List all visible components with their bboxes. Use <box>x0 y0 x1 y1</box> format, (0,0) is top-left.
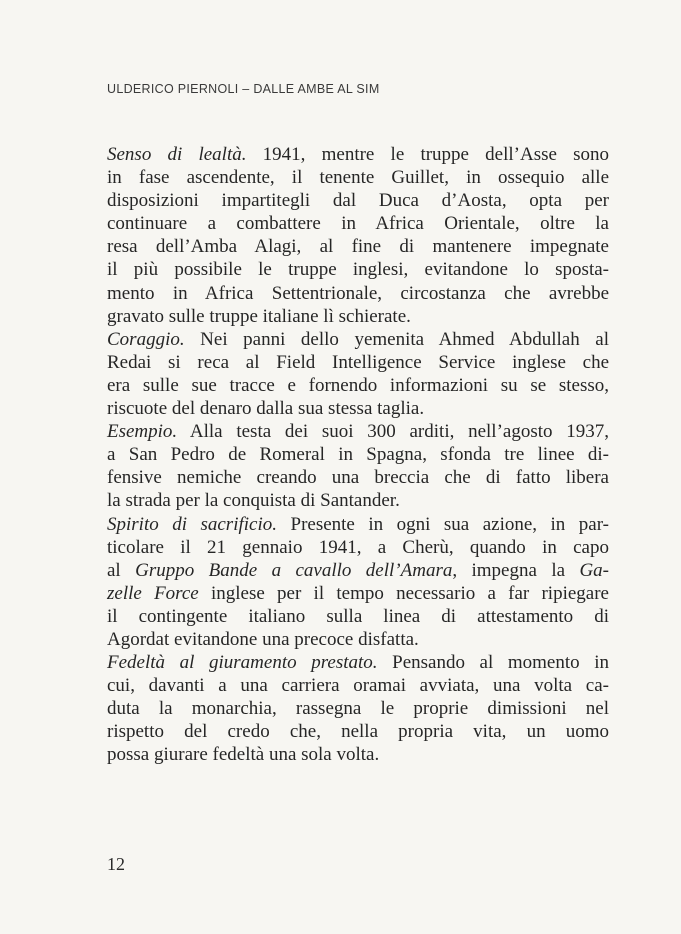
entry-fedelta-al-giuramento <box>107 651 609 766</box>
entry-heading: Senso di lealtà. <box>107 144 247 165</box>
line-text: inglese per il tempo necessario a far ripiegare <box>198 582 609 604</box>
text-line: ticolare il 21 gennaio 1941, a Cherù, quando in capo <box>107 536 609 558</box>
line-text: , impegna la <box>452 559 580 581</box>
italic-phrase: Gruppo Bande a cavallo dell’Amara <box>135 559 453 581</box>
italic-phrase: Ga- <box>579 559 609 581</box>
text-line: la strada per la conquista di Santander. <box>107 490 400 512</box>
line-text: 1941, mentre le truppe dell’Asse sono <box>246 144 609 165</box>
text-line: disposizioni impartitegli dal Duca d’Aosta, opta per <box>107 190 609 212</box>
text-line: in fase ascendente, il tenente Guillet, in ossequio alle <box>107 167 609 189</box>
entry-spirito-di-sacrificio <box>107 513 609 652</box>
text-line: cui, davanti a una carriera oramai avviata, una volta ca- <box>107 675 609 697</box>
text-line <box>107 582 609 605</box>
text-line <box>107 651 609 674</box>
text-line: Agordat evitandone una precoce disfatta. <box>107 628 419 650</box>
line-text: Pensando al momento in <box>377 652 609 674</box>
text-line <box>107 328 609 351</box>
text-line: il contingente italiano sulla linea di attestamento di <box>107 605 609 627</box>
entry-coraggio <box>107 328 609 420</box>
text-line: era sulle sue tracce e fornendo informazioni su se stesso, <box>107 374 609 396</box>
text-line: riscuote del denaro dalla sua stessa taglia. <box>107 398 425 420</box>
text-line <box>107 143 609 166</box>
entry-senso-di-lealta <box>107 143 609 328</box>
text-line: fensive nemiche creando una breccia che di fatto libera <box>107 467 609 489</box>
text-line: continuare a combattere in Africa Orientale, oltre la <box>107 213 609 235</box>
entry-heading: Spirito di sacrificio. <box>107 513 278 535</box>
text-line: il più possibile le truppe inglesi, evitandone lo sposta- <box>107 259 609 281</box>
text-line: Redai si reca al Field Intelligence Service inglese che <box>107 351 609 373</box>
text-line: duta la monarchia, rassegna le proprie dimissioni nel <box>107 698 609 720</box>
text-line <box>107 420 609 443</box>
line-text: Nei panni dello yemenita Ahmed Abdullah al <box>184 328 609 350</box>
line-text: Presente in ogni sua azione, in par- <box>277 513 609 535</box>
body-text <box>107 143 609 767</box>
text-line <box>107 559 609 582</box>
italic-phrase: zelle Force <box>107 582 199 604</box>
entry-heading: Fedeltà al giuramento prestato. <box>107 652 378 674</box>
text-line: possa giurare fedeltà una sola volta. <box>107 744 380 766</box>
line-text: Alla testa dei suoi 300 arditi, nell’agosto 1937, <box>177 421 609 443</box>
line-text: al <box>107 559 136 581</box>
text-line: resa dell’Amba Alagi, al fine di mantenere impegnate <box>107 236 609 258</box>
text-line: gravato sulle truppe italiane lì schierate. <box>107 305 411 327</box>
text-line: a San Pedro de Romeral in Spagna, sfonda tre linee di- <box>107 444 609 466</box>
text-line: mento in Africa Settentrionale, circostanza che avrebbe <box>107 282 609 304</box>
running-head: ULDERICO PIERNOLI – DALLE AMBE AL SIM <box>107 82 380 96</box>
text-line <box>107 513 609 536</box>
entry-esempio <box>107 420 609 512</box>
page-number: 12 <box>107 854 125 874</box>
entry-heading: Esempio. <box>107 421 178 443</box>
entry-heading: Coraggio. <box>107 328 185 350</box>
text-line: rispetto del credo che, nella propria vita, un uomo <box>107 721 609 743</box>
